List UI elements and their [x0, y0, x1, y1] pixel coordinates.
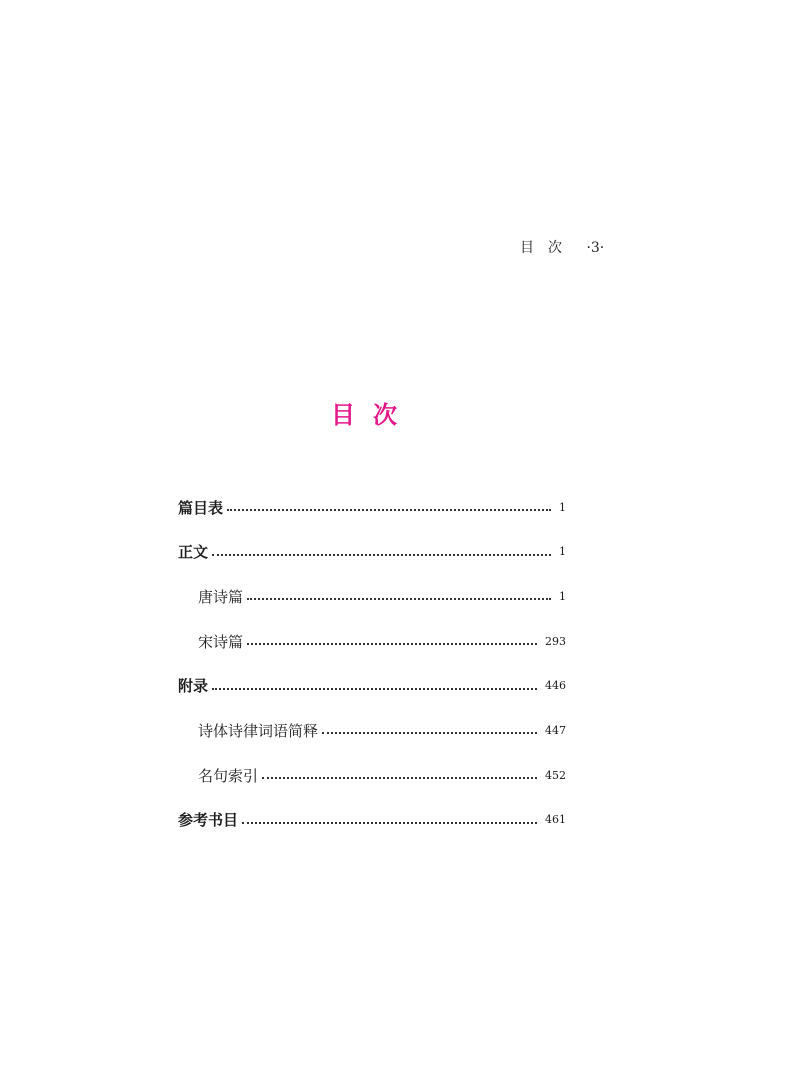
- toc-entry-label: 诗体诗律词语简释: [198, 721, 319, 740]
- toc-entry[interactable]: [178, 581, 566, 611]
- toc-entry[interactable]: [178, 760, 566, 790]
- toc-entry[interactable]: [178, 671, 566, 701]
- toc-entry[interactable]: [178, 626, 566, 656]
- toc-entry-label: 参考书目: [178, 811, 239, 830]
- toc-entry-page: 1: [559, 589, 566, 603]
- toc-entry-page: 1: [559, 500, 566, 514]
- dot-leader: [227, 509, 551, 511]
- toc-entry-label: 宋诗篇: [198, 632, 244, 651]
- dot-leader: [247, 598, 551, 600]
- running-head-page-number: ·3·: [586, 240, 605, 256]
- toc-entry-label: 名句索引: [198, 766, 259, 785]
- toc-entry-label: 正文: [178, 543, 209, 562]
- toc-entry[interactable]: [178, 492, 566, 522]
- dot-leader: [322, 732, 537, 734]
- toc-entry[interactable]: [178, 805, 566, 835]
- table-of-contents: [178, 492, 566, 850]
- dot-leader: [247, 643, 537, 645]
- dot-leader: [212, 688, 537, 690]
- toc-entry-page: 461: [545, 813, 566, 827]
- dot-leader: [212, 554, 551, 556]
- running-head-title: 目次: [520, 240, 576, 256]
- toc-entry-page: 447: [545, 723, 566, 737]
- toc-entry-label: 附录: [178, 677, 209, 696]
- toc-title: 目次: [331, 400, 415, 429]
- toc-entry-page: 1: [559, 545, 566, 559]
- dot-leader: [242, 822, 537, 824]
- toc-entry-page: 293: [545, 634, 566, 648]
- toc-entry-page: 452: [545, 768, 566, 782]
- running-head: [520, 238, 604, 258]
- toc-entry[interactable]: [178, 537, 566, 567]
- toc-entry-page: 446: [545, 679, 566, 693]
- dot-leader: [262, 777, 537, 779]
- toc-entry-label: 篇目表: [178, 498, 224, 517]
- toc-entry[interactable]: [178, 715, 566, 745]
- toc-entry-label: 唐诗篇: [198, 587, 244, 606]
